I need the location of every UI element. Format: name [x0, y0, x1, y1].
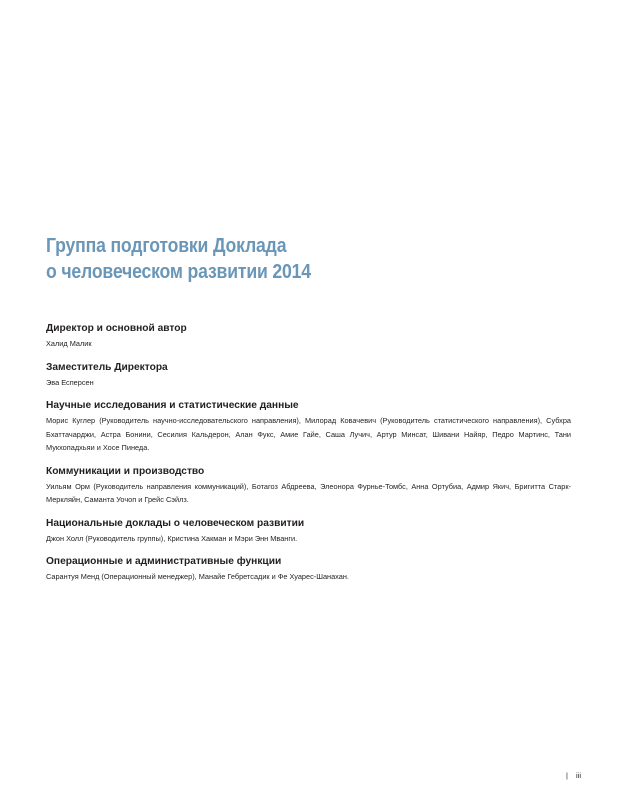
section-director: [46, 323, 571, 351]
section-heading: Операционные и административные функции: [46, 556, 282, 567]
page-title-line-1: Группа подготовки Доклада: [46, 234, 287, 257]
section-operations-administration: [46, 556, 571, 584]
section-heading: Научные исследования и статистические данные: [46, 400, 299, 411]
section-body: Уильям Орм (Руководитель направления коммуникаций), Ботагоз Абдреева, Элеонора Фурнье-Томбс, Анна Ортубиа, Адмир Якич, Бригитта Старк-Меркляйн, Саманта Уочоп и Грейс Сэйлз.: [46, 481, 571, 504]
section-body: Морис Куглер (Руководитель научно-исследовательского направления), Милорад Ковачевич (Руководитель статистического направления), Субхра Бхаттачарджи, Астра Бонини, Сесилия Кальдерон, Алан Фукс, Амие Гайе, Саша Лучич, Артур Минсат, Шивани Найяр, Педро Мартинс, Тани Мукхопадхьяи и Хосе Пинеда.: [46, 416, 571, 452]
section-communications-production: [46, 466, 571, 507]
section-national-reports: [46, 518, 571, 546]
section-body: Эва Есперсен: [46, 377, 94, 387]
section-heading: Заместитель Директора: [46, 361, 168, 373]
page-footer: [566, 771, 581, 780]
section-heading: Национальные доклады о человеческом развитии: [46, 517, 305, 529]
section-body: Халид Малик: [46, 339, 92, 348]
section-heading: Коммуникации и производство: [46, 465, 205, 477]
footer-separator: |: [566, 771, 568, 780]
section-deputy-director: [46, 362, 571, 390]
page-title: [46, 233, 493, 285]
page-number: iii: [576, 771, 581, 780]
page-title-line-2: о человеческом развитии 2014: [46, 260, 311, 283]
team-sections: [46, 323, 571, 595]
section-body: Джон Холл (Руководитель группы), Кристина Хакман и Мэри Энн Мванги.: [46, 533, 298, 543]
section-body: Сарантуя Менд (Операционный менеджер), Манайе Гебретсадик и Фе Хуарес-Шанахан.: [46, 572, 349, 581]
section-heading: Директор и основной автор: [46, 323, 187, 334]
section-research-statistics: [46, 400, 571, 455]
